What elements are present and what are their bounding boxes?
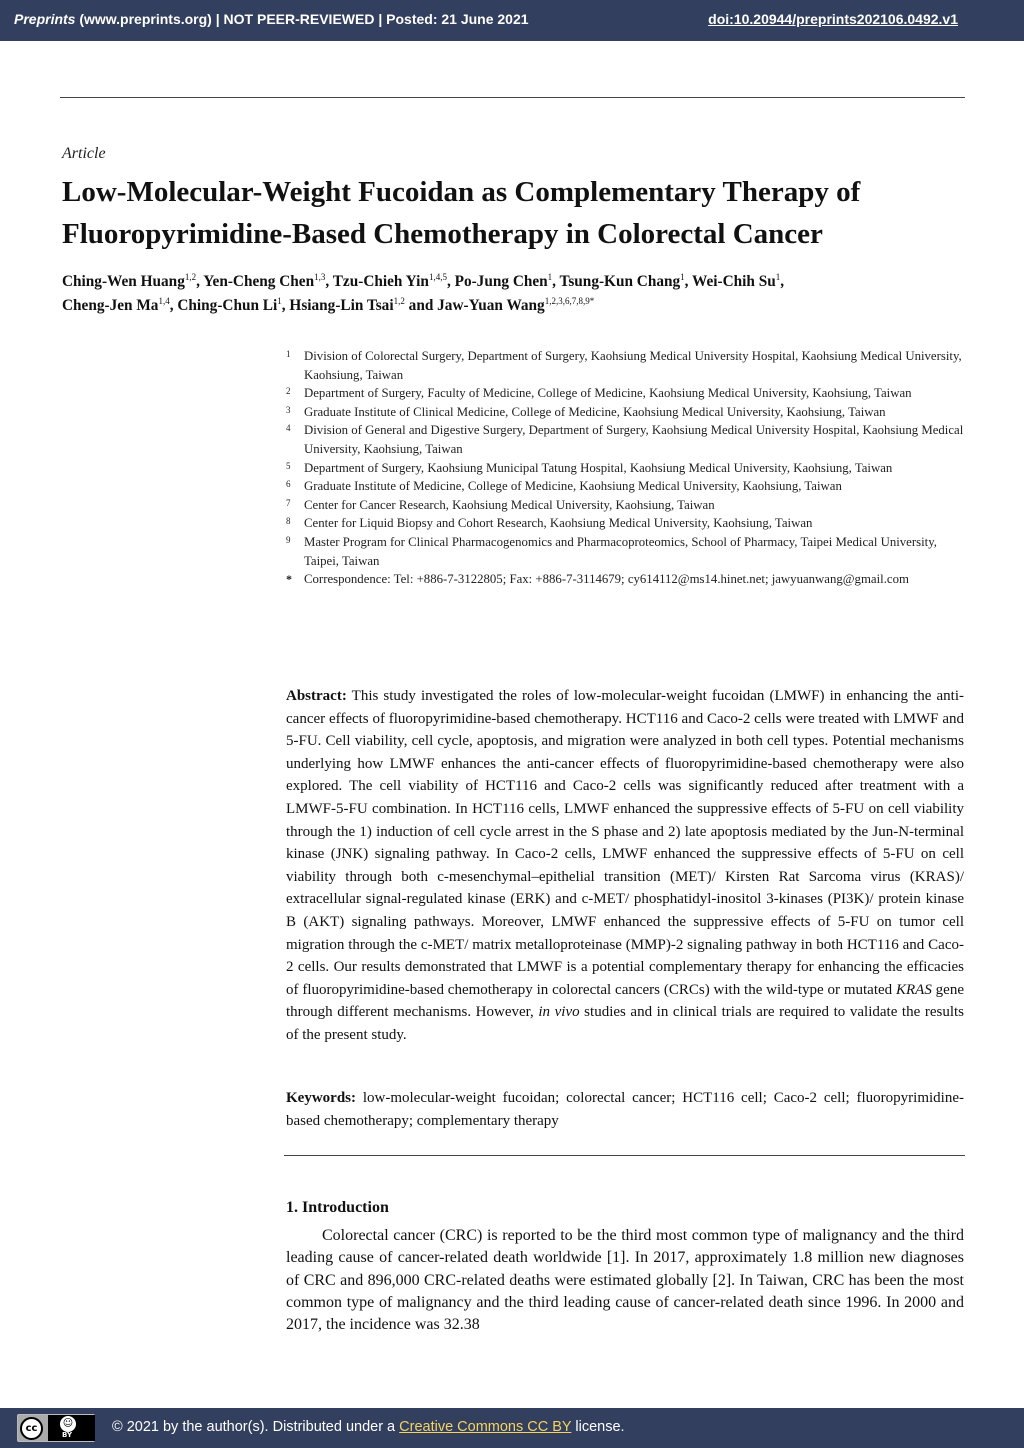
affiliation-item: 9 Master Program for Clinical Pharmacogenomics and Pharmacoproteomics, School of Pharmacy, Taipei Medical University, Taipei, Taiwan xyxy=(286,534,937,568)
preprint-header-bar xyxy=(0,0,1024,41)
affiliation-list xyxy=(286,347,966,589)
affiliation-item: 2 Department of Surgery, Faculty of Medicine, College of Medicine, Kaohsiung Medical University, Kaohsiung, Taiwan xyxy=(286,386,912,401)
cc-icon: cc xyxy=(20,1417,43,1440)
author: Yen-Cheng Chen$^{1,3}$, xyxy=(203,272,333,290)
license-footer-bar xyxy=(0,1408,1024,1448)
author: Hsiang-Lin Tsai$^{1,2}$ and xyxy=(289,296,438,314)
author: Tzu-Chieh Yin$^{1,4,5}$, xyxy=(332,272,455,290)
author: Tsung-Kun Chang$^1$, xyxy=(559,272,693,290)
doi-link[interactable]: doi:10.20944/preprints202106.0492.v1 xyxy=(708,11,958,27)
affiliation-item: 5 Department of Surgery, Kaohsiung Municipal Tatung Hospital, Kaohsiung Medical University, Kaohsiung, Taiwan xyxy=(286,460,893,475)
keywords: Keywords: low-molecular-weight fucoidan; colorectal cancer; HCT116 cell; Caco-2 cell; fluoropyrimidine-based chemotherapy; complementary therapy xyxy=(286,1090,964,1129)
affiliation-item: 8 Center for Liquid Biopsy and Cohort Research, Kaohsiung Medical University, Kaohsiung, Taiwan xyxy=(286,516,813,531)
review-status: | NOT PEER-REVIEWED | Posted: 21 June 2021 xyxy=(215,11,529,27)
author: Ching-Wen Huang$^{1,2}$, xyxy=(62,272,204,290)
section-heading: 1. Introduction xyxy=(286,1199,389,1216)
person-icon: ☺ xyxy=(60,1416,76,1432)
license-text: © 2021 by the author(s). Distributed under a Creative Commons CC BY license. xyxy=(112,1419,625,1435)
author: Wei-Chih Su$^1$, xyxy=(692,272,785,290)
author: Po-Jung Chen$^1$, xyxy=(454,272,560,290)
section-divider xyxy=(284,1155,965,1156)
affiliation-item: 6 Graduate Institute of Medicine, College of Medicine, Kaohsiung Medical University, Kaohsiung, Taiwan xyxy=(286,479,842,494)
header-info xyxy=(14,11,529,27)
article-type: Article xyxy=(62,145,106,162)
top-divider xyxy=(60,97,965,98)
brand-name: Preprints xyxy=(14,11,76,27)
author: Jaw-Yuan Wang$^{1,2,3,6,7,8,9*}$ xyxy=(437,296,595,314)
abstract-label: Abstract: xyxy=(286,688,347,704)
keywords-label: Keywords: xyxy=(286,1090,356,1106)
site-url[interactable]: (www.preprints.org) xyxy=(79,11,212,27)
license-link[interactable]: Creative Commons CC BY xyxy=(399,1419,572,1435)
author: Cheng-Jen Ma$^{1,4}$, xyxy=(62,296,178,314)
author-list xyxy=(62,270,967,318)
cc-by-license-icon[interactable] xyxy=(17,1414,95,1442)
article-title: Low-Molecular-Weight Fucoidan as Complementary Therapy of Fluoropyrimidine-Based Chemotherapy in Colorectal Cancer xyxy=(62,176,861,250)
affiliation-item: 7 Center for Cancer Research, Kaohsiung Medical University, Kaohsiung, Taiwan xyxy=(286,497,715,512)
affiliation-item: 1 Division of Colorectal Surgery, Department of Surgery, Kaohsiung Medical University Hospital, Kaohsiung Medical University, Kaohsiung, Taiwan xyxy=(286,349,962,382)
affiliation-item: 4 Division of General and Digestive Surgery, Department of Surgery, Kaohsiung Medical University Hospital, Kaohsiung Medical University, Kaohsiung, Taiwan xyxy=(286,423,964,456)
introduction-paragraph: Colorectal cancer (CRC) is reported to be the third most common type of malignancy and the third leading cause of cancer-related death worldwide [1]. In 2017, approximately 1.8 million new diagnoses of CRC and 896,000 CRC-related deaths were estimated globally [2]. In Taiwan, CRC has been the most common type of malignancy and the third leading cause of cancer-related death since 1996. In 2000 and 2017, the incidence was 32.38 xyxy=(286,1227,964,1334)
affiliation-item: 3 Graduate Institute of Clinical Medicine, College of Medicine, Kaohsiung Medical University, Kaohsiung, Taiwan xyxy=(286,404,886,419)
author: Ching-Chun Li$^1$, xyxy=(177,296,290,314)
by-label: BY xyxy=(62,1431,73,1439)
correspondence: * Correspondence: Tel: +886-7-3122805; Fax: +886-7-3114679; cy614112@ms14.hinet.net; jawyuanwang@gmail.com xyxy=(286,572,909,587)
abstract: Abstract: This study investigated the roles of low-molecular-weight fucoidan (LMWF) in enhancing the anti-cancer effects of fluoropyrimidine-based chemotherapy. HCT116 and Caco-2 cells were treated with LMWF and 5-FU. Cell viability, cell cycle, apoptosis, and migration were analyzed in both cell types. Potential mechanisms underlying how LMWF enhances the anti-cancer effects of fluoropyrimidine-based chemotherapy were also explored. The cell viability of HCT116 and Caco-2 cells was significantly reduced after treatment with a LMWF-5-FU combination. In HCT116 cells, LMWF enhanced the suppressive effects of 5-FU on cell viability through the 1) induction of cell cycle arrest in the S phase and 2) late apoptosis mediated by the Jun-N-terminal kinase (JNK) signaling pathway. In Caco-2 cells, LMWF enhanced the suppressive effects of 5-FU on cell viability through both c-mesenchymal–epithelial transition (MET)/ Kirsten Rat Sarcoma virus (KRAS)/ extracellular signal-regulated kinase (ERK) and c-MET/ phosphatidyl-inositol 3-kinases (PI3K)/ protein kinase B (AKT) signaling pathways. Moreover, LMWF enhanced the suppressive effects of 5-FU on tumor cell migration through the c-MET/ matrix metalloproteinase (MMP)-2 signaling pathway in both HCT116 and Caco-2 cells. Our results demonstrated that LMWF is a potential complementary therapy for enhancing the efficacies of fluoropyrimidine-based chemotherapy in colorectal cancers (CRCs) with the wild-type or mutated KRAS gene through different mechanisms. However, in vivo studies and in clinical trials are required to validate the results of the present study. xyxy=(286,688,965,1043)
